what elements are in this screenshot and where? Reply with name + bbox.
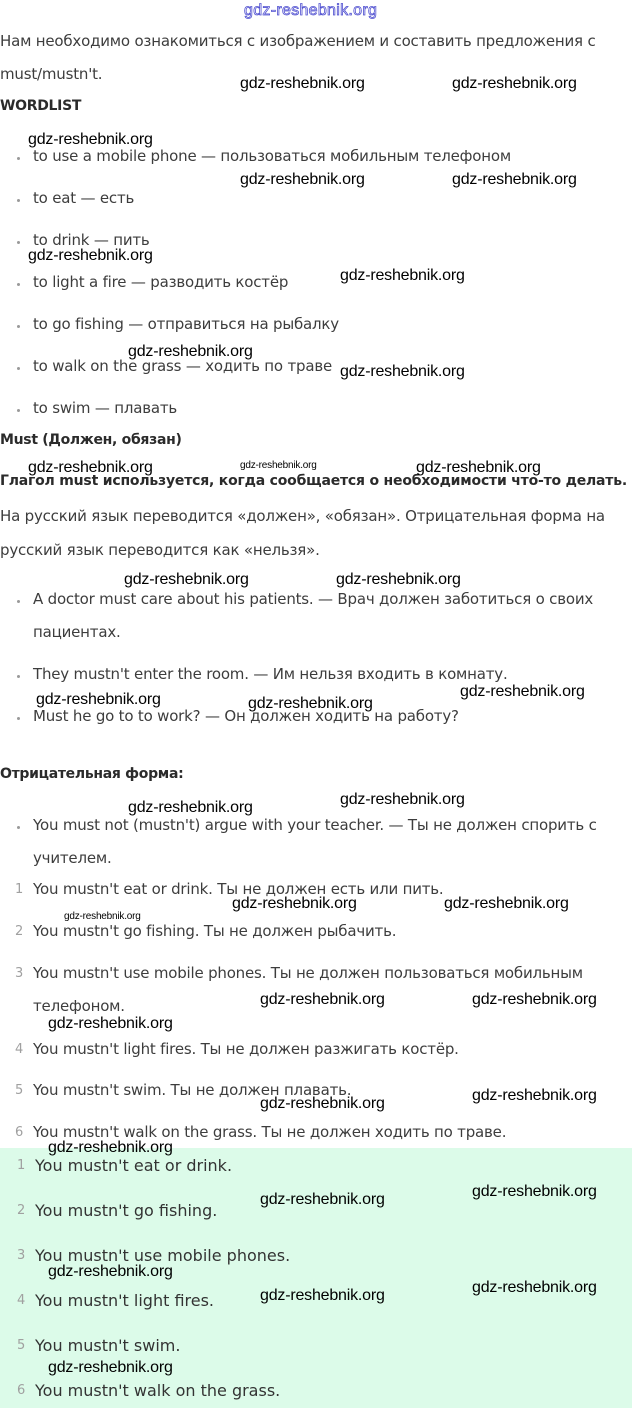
wordlist-item: to eat — есть — [33, 189, 135, 207]
wordlist-item: to walk on the grass — ходить по траве — [33, 357, 332, 375]
watermark: gdz-reshebnik.org — [452, 171, 577, 188]
watermark: gdz-reshebnik.org — [240, 75, 365, 92]
watermark: gdz-reshebnik.org — [260, 1287, 385, 1304]
bullet-icon — [17, 283, 20, 286]
bullet-icon — [17, 409, 20, 412]
bullet-icon — [17, 325, 20, 328]
answer-item: You mustn't walk on the grass. — [35, 1381, 281, 1400]
must-rule: Глагол must используется, когда сообщается о необходимости что-то делать. — [0, 473, 627, 489]
item-number: 6 — [15, 1125, 24, 1140]
answer-item: You mustn't use mobile phones. — [35, 1246, 291, 1265]
watermark: gdz-reshebnik.org — [48, 1015, 173, 1032]
bullet-icon — [17, 157, 20, 160]
example-item: A doctor must care about his patients. — Врач должен заботиться о своих — [33, 590, 594, 608]
answer-number: 6 — [17, 1383, 26, 1398]
negative-heading: Отрицательная форма: — [0, 766, 184, 782]
numbered-item: You mustn't eat or drink. Ты не должен есть или пить. — [33, 880, 444, 898]
site-watermark-header: gdz-reshebnik.org — [244, 2, 378, 19]
item-number: 4 — [15, 1042, 24, 1057]
watermark: gdz-reshebnik.org — [444, 895, 569, 912]
example-item-cont: пациентах. — [33, 623, 121, 641]
must-translation-1: На русский язык переводится «должен», «обязан». Отрицательная форма на — [0, 507, 605, 525]
watermark: gdz-reshebnik.org — [128, 799, 253, 816]
wordlist-item: to drink — пить — [33, 231, 150, 249]
watermark: gdz-reshebnik.org — [460, 683, 585, 700]
numbered-item: You mustn't swim. Ты не должен плавать. — [33, 1081, 352, 1099]
item-number: 3 — [15, 966, 24, 981]
answer-number: 4 — [17, 1293, 26, 1308]
watermark: gdz-reshebnik.org — [232, 895, 357, 912]
bullet-icon — [17, 199, 20, 202]
negative-example-cont: учителем. — [33, 849, 112, 867]
watermark: gdz-reshebnik.org — [416, 459, 541, 476]
answer-number: 1 — [17, 1158, 26, 1173]
numbered-item-cont: телефоном. — [33, 997, 125, 1015]
bullet-icon — [17, 600, 20, 603]
watermark: gdz-reshebnik.org — [28, 247, 153, 264]
watermark: gdz-reshebnik.org — [260, 991, 385, 1008]
bullet-icon — [17, 675, 20, 678]
numbered-item: You mustn't light fires. Ты не должен разжигать костёр. — [33, 1040, 459, 1058]
answer-number: 3 — [17, 1248, 26, 1263]
answer-item: You mustn't light fires. — [35, 1291, 215, 1310]
watermark: gdz-reshebnik.org — [48, 1359, 173, 1376]
answer-number: 5 — [17, 1338, 26, 1353]
bullet-icon — [17, 826, 20, 829]
watermark: gdz-reshebnik.org — [128, 343, 253, 360]
example-item: Must he go to to work? — Он должен ходить на работу? — [33, 707, 459, 725]
watermark: gdz-reshebnik.org — [260, 1095, 385, 1112]
watermark: gdz-reshebnik.org — [472, 1183, 597, 1200]
item-number: 2 — [15, 924, 24, 939]
example-item: They mustn't enter the room. — Им нельзя входить в комнату. — [33, 665, 508, 683]
must-translation-2: русский язык переводится как «нельзя». — [0, 541, 320, 559]
intro-line-2: must/mustn't. — [0, 65, 103, 83]
watermark: gdz-reshebnik.org — [340, 791, 465, 808]
watermark: gdz-reshebnik.org — [472, 991, 597, 1008]
intro-line-1: Нам необходимо ознакомиться с изображением и составить предложения с — [0, 32, 596, 50]
negative-example: You must not (mustn't) argue with your teacher. — Ты не должен спорить с — [33, 816, 597, 834]
answer-item: You mustn't swim. — [35, 1336, 181, 1355]
watermark: gdz-reshebnik.org — [472, 1087, 597, 1104]
bullet-icon — [17, 367, 20, 370]
answer-item: You mustn't go fishing. — [35, 1201, 218, 1220]
wordlist-item: to swim — плавать — [33, 399, 178, 417]
watermark: gdz-reshebnik.org — [124, 571, 249, 588]
watermark: gdz-reshebnik.org — [336, 571, 461, 588]
answer-number: 2 — [17, 1203, 26, 1218]
wordlist-item: to light a fire — разводить костёр — [33, 273, 289, 291]
watermark: gdz-reshebnik.org — [452, 75, 577, 92]
watermark: gdz-reshebnik.org — [64, 911, 141, 922]
watermark: gdz-reshebnik.org — [28, 459, 153, 476]
numbered-item: You mustn't use mobile phones. Ты не должен пользоваться мобильным — [33, 964, 583, 982]
bullet-icon — [17, 241, 20, 244]
watermark: gdz-reshebnik.org — [340, 363, 465, 380]
watermark: gdz-reshebnik.org — [340, 267, 465, 284]
wordlist-heading: WORDLIST — [0, 98, 82, 114]
watermark: gdz-reshebnik.org — [248, 695, 373, 712]
watermark: gdz-reshebnik.org — [260, 1191, 385, 1208]
item-number: 1 — [15, 882, 24, 897]
item-number: 5 — [15, 1083, 24, 1098]
answer-item: You mustn't eat or drink. — [35, 1156, 233, 1175]
bullet-icon — [17, 717, 20, 720]
watermark: gdz-reshebnik.org — [48, 1263, 173, 1280]
wordlist-item: to go fishing — отправиться на рыбалку — [33, 315, 339, 333]
wordlist-item: to use a mobile phone — пользоваться мобильным телефоном — [33, 147, 511, 165]
watermark: gdz-reshebnik.org — [48, 1139, 173, 1156]
watermark: gdz-reshebnik.org — [240, 460, 317, 471]
watermark: gdz-reshebnik.org — [240, 171, 365, 188]
numbered-item: You mustn't go fishing. Ты не должен рыбачить. — [33, 922, 397, 940]
watermark: gdz-reshebnik.org — [28, 131, 153, 148]
must-heading: Must (Должен, обязан) — [0, 432, 182, 448]
watermark: gdz-reshebnik.org — [36, 691, 161, 708]
watermark: gdz-reshebnik.org — [472, 1279, 597, 1296]
numbered-item: You mustn't walk on the grass. Ты не должен ходить по траве. — [33, 1123, 507, 1141]
